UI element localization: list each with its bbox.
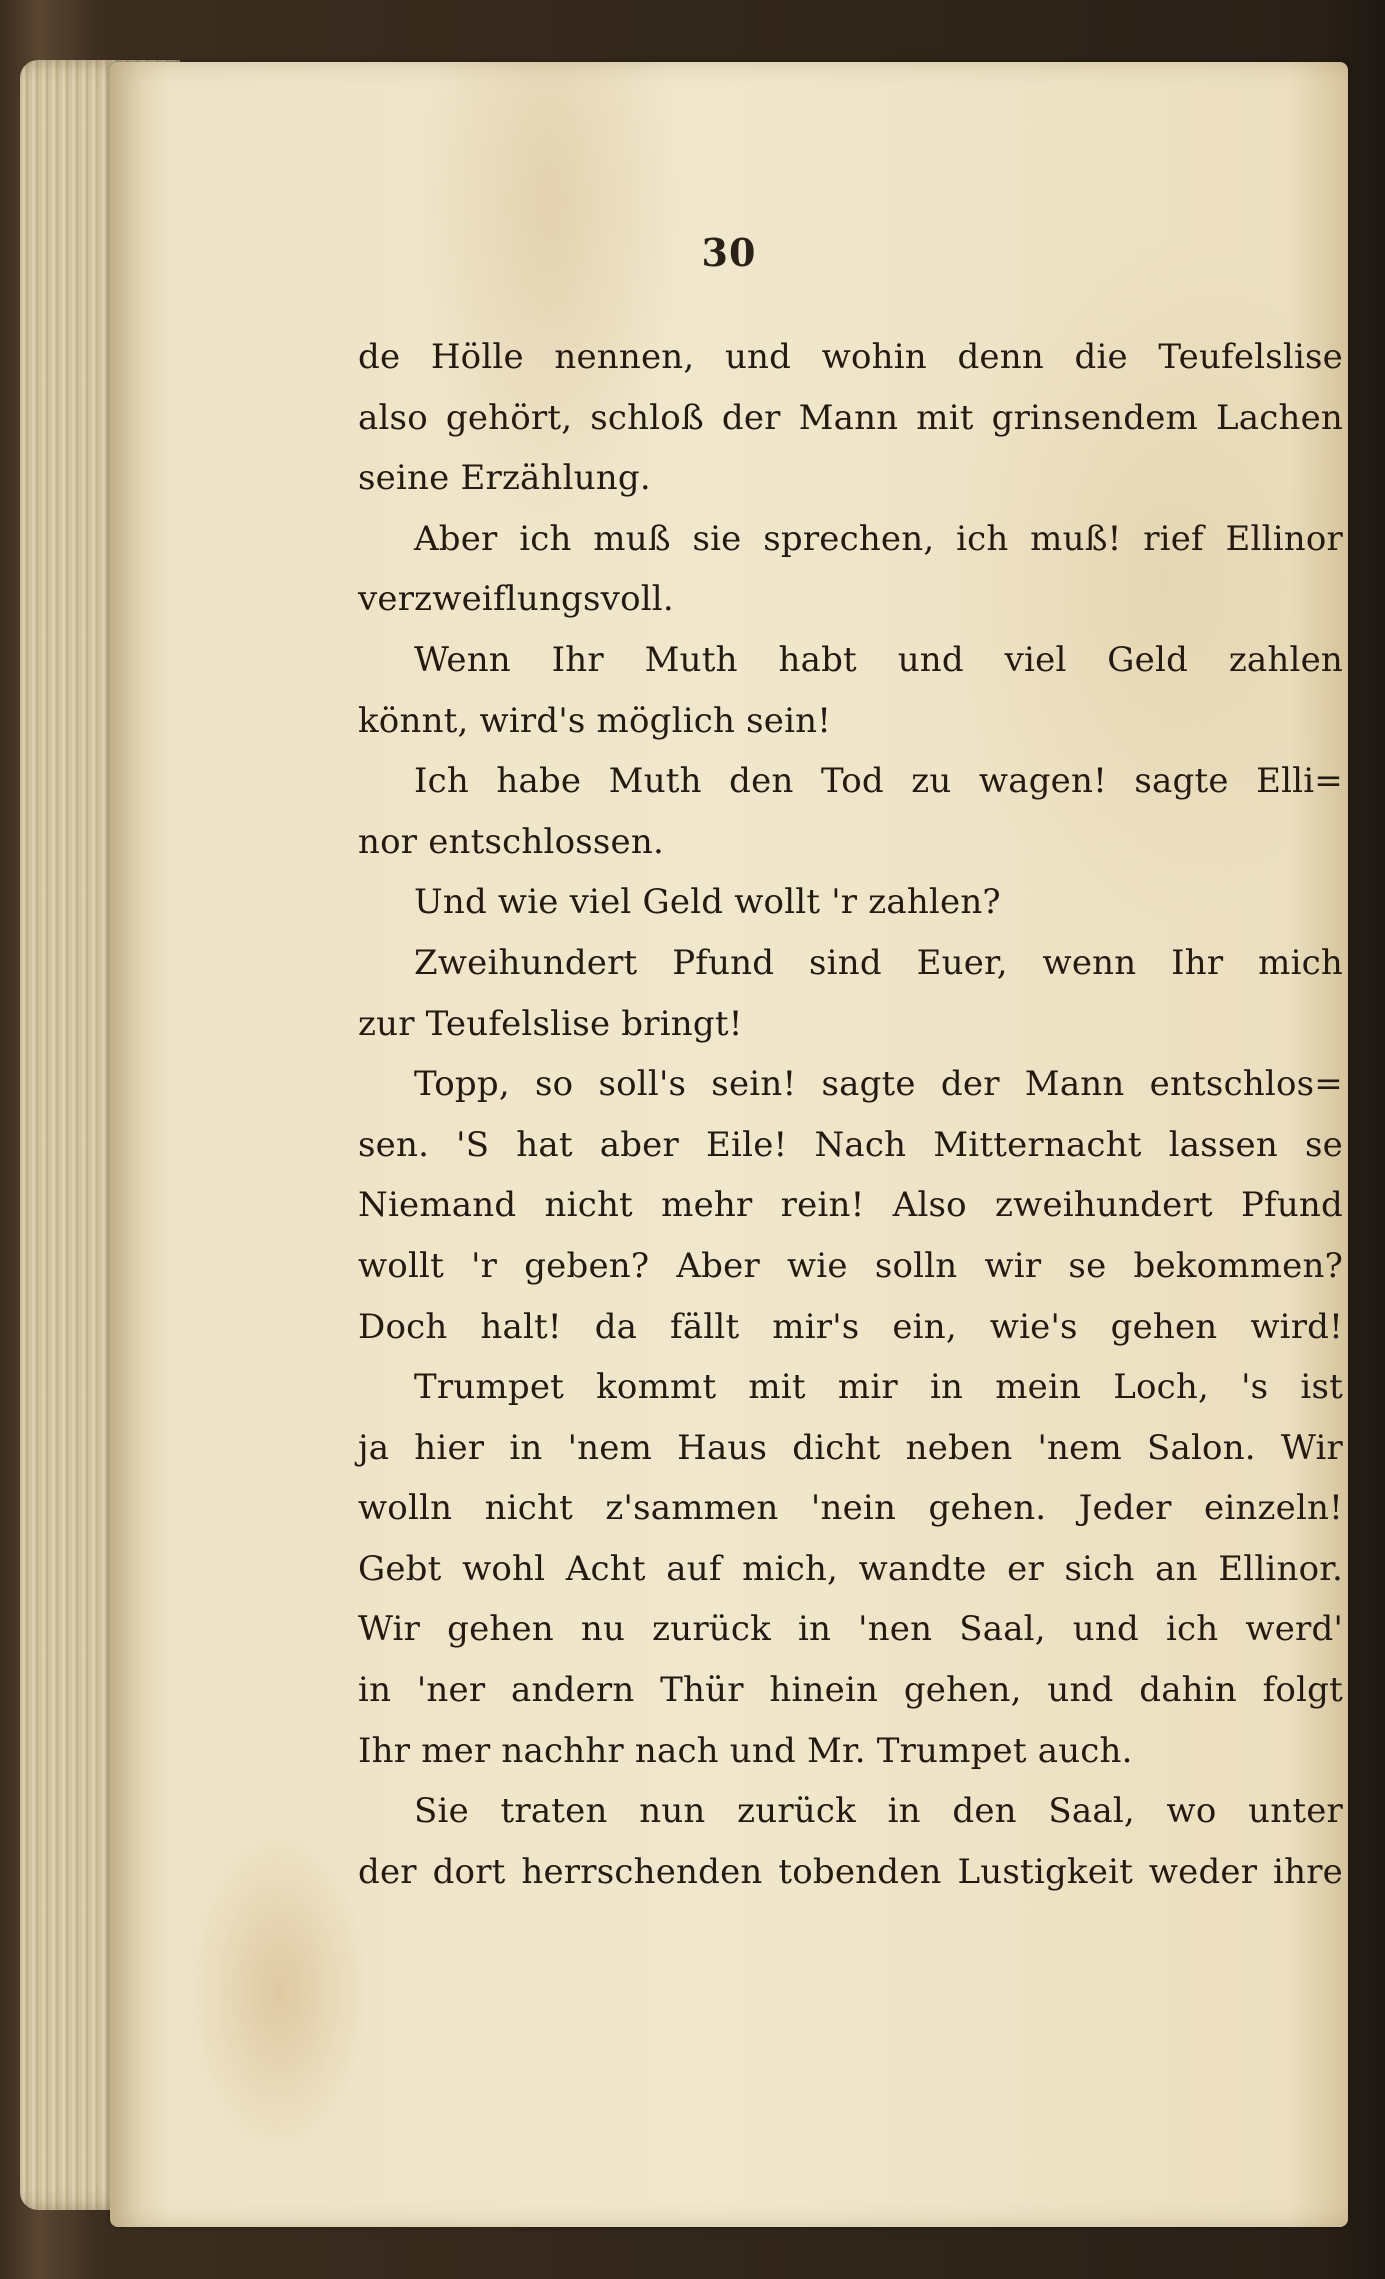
text-line: Sie traten nun zurück in den Saal, wo unter: [414, 1791, 1343, 1832]
text-line: Wir gehen nu zurück in 'nen Saal, und ich werd': [358, 1609, 1343, 1650]
text-line: also gehört, schloß der Mann mit grinsendem Lachen: [358, 397, 1343, 438]
text-line: nor entschlossen.: [358, 821, 664, 862]
text-line: Zweihundert Pfund sind Euer, wenn Ihr mich: [414, 942, 1343, 983]
text-line: könnt, wird's möglich sein!: [358, 700, 832, 741]
text-line: Trumpet kommt mit mir in mein Loch, 's ist: [414, 1367, 1343, 1408]
text-line: Gebt wohl Acht auf mich, wandte er sich an Ellinor.: [358, 1548, 1343, 1589]
text-line: wolln nicht z'sammen 'nein gehen. Jeder einzeln!: [358, 1488, 1343, 1529]
text-line: seine Erzählung.: [358, 458, 651, 499]
text-line: Topp, so soll's sein! sagte der Mann entschlos=: [414, 1064, 1343, 1105]
book-page: [110, 62, 1348, 2227]
text-line: Wenn Ihr Muth habt und viel Geld zahlen: [414, 639, 1343, 680]
text-line: de Hölle nennen, und wohin denn die Teufelslise: [358, 337, 1343, 377]
text-line: der dort herrschenden tobenden Lustigkeit weder ihre: [358, 1851, 1343, 1892]
text-line: ja hier in 'nem Haus dicht neben 'nem Salon. Wir: [358, 1427, 1343, 1468]
text-line: Und wie viel Geld wollt 'r zahlen?: [414, 882, 1001, 923]
text-line: wollt 'r geben? Aber wie solln wir se bekommen?: [358, 1245, 1343, 1286]
text-line: Ich habe Muth den Tod zu wagen! sagte Elli=: [414, 761, 1343, 802]
text-line: Aber ich muß sie sprechen, ich muß! rief Ellinor: [414, 518, 1343, 559]
text-line: verzweiflungsvoll.: [358, 579, 674, 620]
text-line: in 'ner andern Thür hinein gehen, und dahin folgt: [358, 1670, 1343, 1711]
text-line: Niemand nicht mehr rein! Also zweihundert Pfund: [358, 1185, 1343, 1226]
page-number: 30: [701, 230, 757, 275]
text-line: Doch halt! da fällt mir's ein, wie's gehen wird!: [358, 1306, 1343, 1347]
text-line: Ihr mer nachhr nach und Mr. Trumpet auch.: [358, 1730, 1133, 1771]
body-text: [358, 327, 1343, 1902]
text-line: zur Teufelslise bringt!: [358, 1003, 743, 1044]
text-line: sen. 'S hat aber Eile! Nach Mitternacht lassen se: [358, 1124, 1343, 1165]
